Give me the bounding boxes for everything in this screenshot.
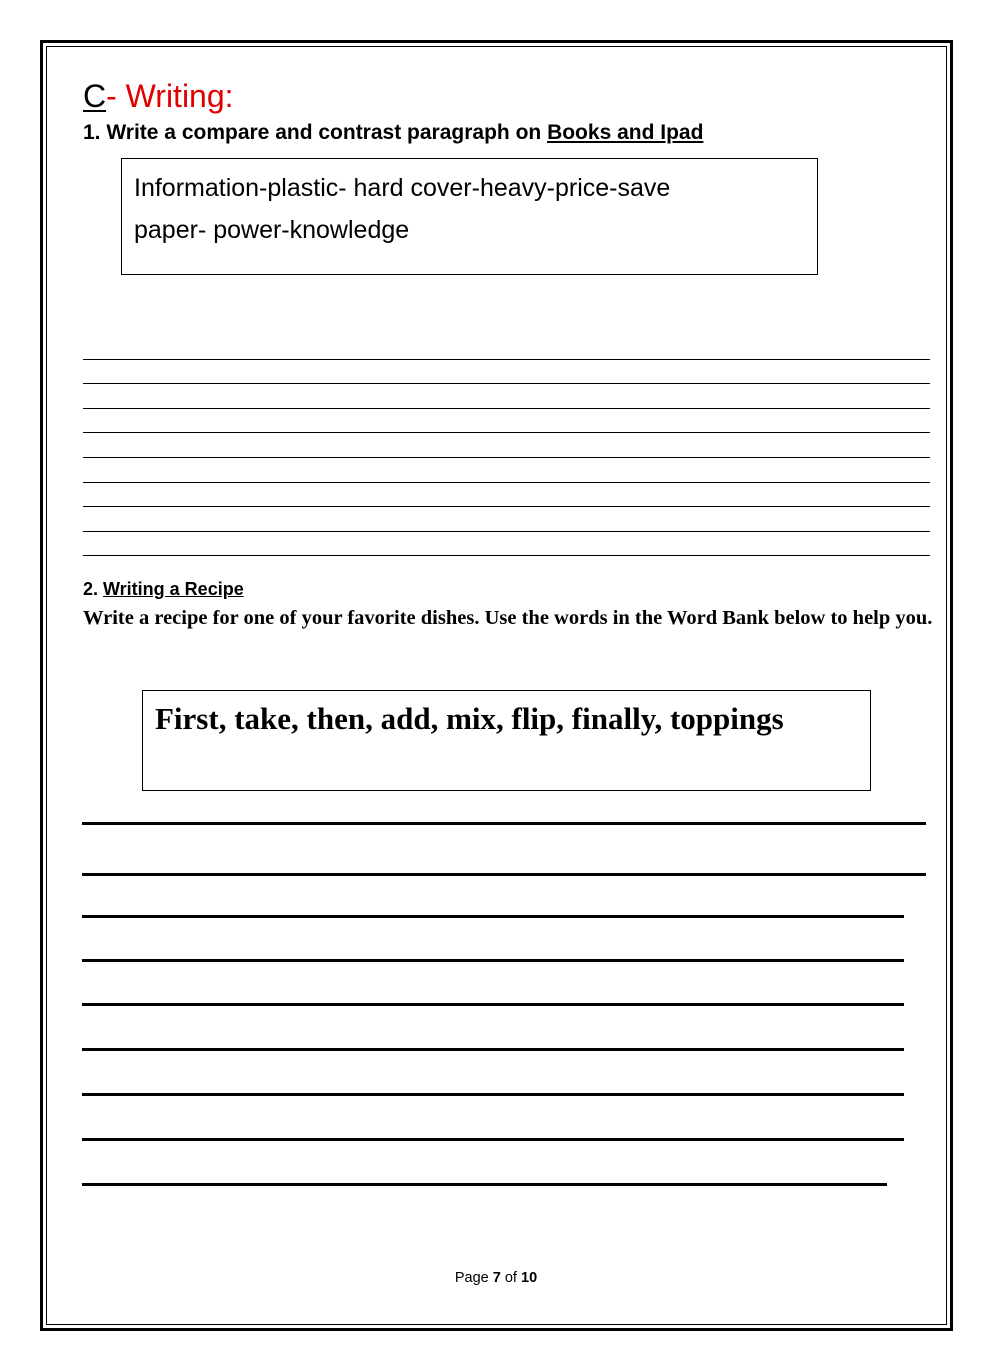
answer-lines-question-1[interactable] (83, 335, 930, 556)
section-name: - Writing: (106, 78, 234, 114)
answer-line[interactable] (83, 458, 930, 483)
word-bank-box (142, 690, 871, 791)
page-total: 10 (521, 1270, 538, 1286)
question-2-heading (83, 577, 244, 601)
writing-line[interactable] (82, 1048, 904, 1051)
page-current: 7 (492, 1270, 501, 1286)
answer-line[interactable] (83, 360, 930, 385)
writing-line[interactable] (82, 1003, 904, 1006)
question-1-topic: Books and Ipad (547, 121, 704, 144)
page-label: Page (454, 1270, 493, 1286)
writing-line[interactable] (82, 1093, 904, 1096)
writing-line[interactable] (82, 1183, 887, 1186)
page-of: of (500, 1270, 521, 1286)
answer-line[interactable] (83, 335, 930, 360)
answer-line[interactable] (83, 532, 930, 557)
question-2-title: Writing a Recipe (103, 579, 244, 599)
section-title (83, 76, 234, 116)
word-bank-text: First, take, then, add, mix, flip, finally, toppings (155, 701, 784, 736)
answer-line[interactable] (83, 384, 930, 409)
writing-line[interactable] (82, 873, 926, 876)
answer-line[interactable] (83, 433, 930, 458)
keywords-box (121, 158, 818, 275)
writing-line[interactable] (82, 959, 904, 962)
answer-line[interactable] (83, 409, 930, 434)
answer-line[interactable] (83, 483, 930, 508)
writing-line[interactable] (82, 915, 904, 918)
keywords-line-2: paper- power-knowledge (134, 216, 410, 244)
section-letter: C (83, 78, 107, 114)
answer-line[interactable] (83, 507, 930, 532)
page-footer (0, 1268, 992, 1288)
question-1-text: 1. Write a compare and contrast paragraph on (83, 121, 548, 144)
writing-line[interactable] (82, 1138, 904, 1141)
writing-line[interactable] (82, 822, 926, 825)
question-1-prompt (83, 119, 703, 147)
question-2-instructions: Write a recipe for one of your favorite dishes. Use the words in the Word Bank below to help you. (83, 607, 933, 629)
question-2-number: 2. (83, 579, 104, 599)
keywords-line-1: Information-plastic- hard cover-heavy-price-save (134, 174, 671, 202)
